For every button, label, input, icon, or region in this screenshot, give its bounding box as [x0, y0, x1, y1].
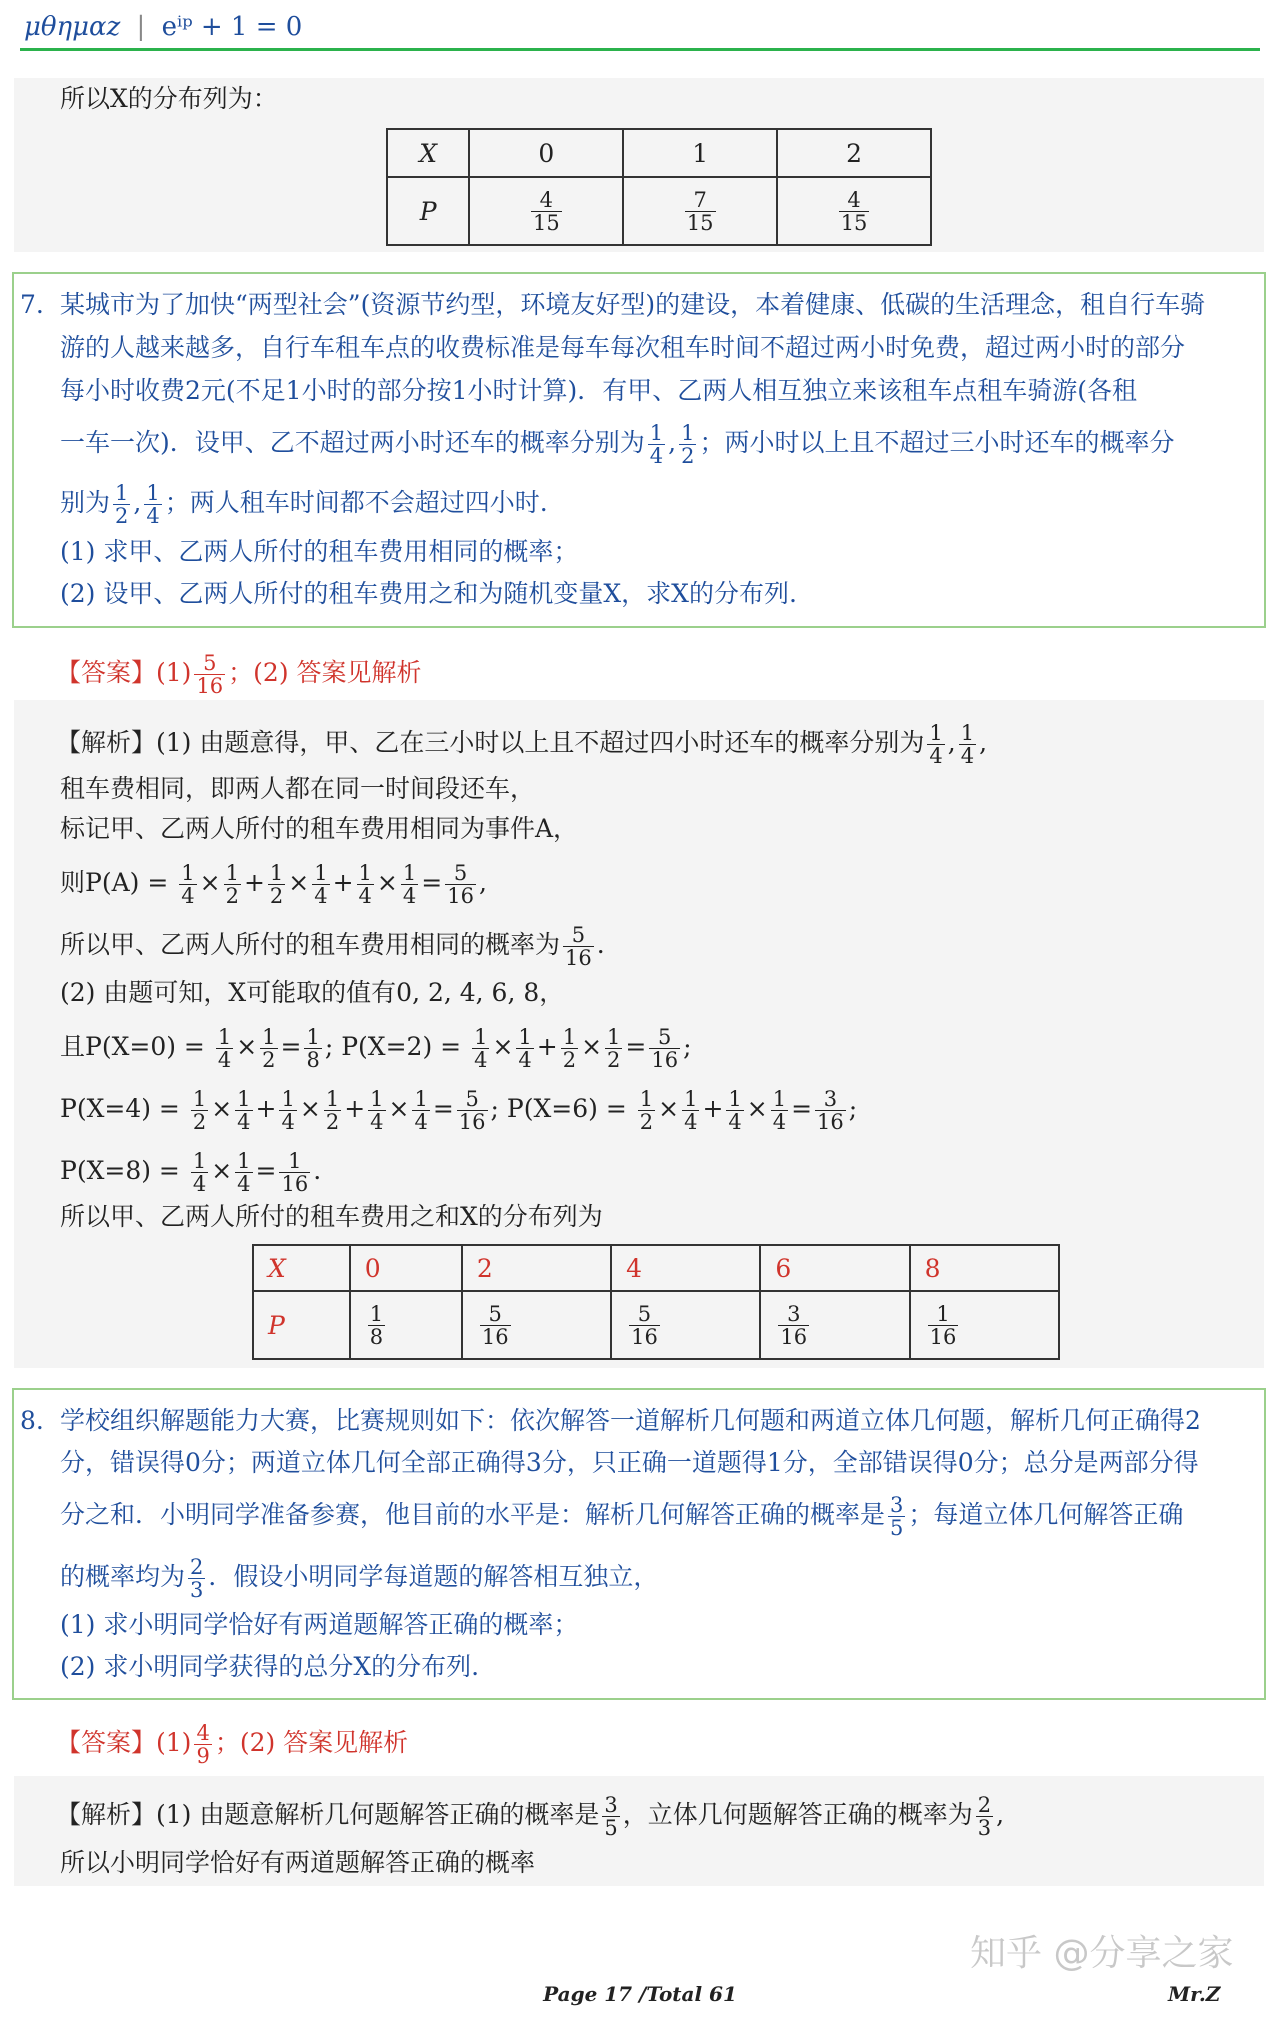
question-7-line: 某城市为了加快“两型社会”(资源节约型，环境友好型)的建设，本着健康、低碳的生活理念，租自行车骑 [60, 290, 1206, 319]
table-cell: $\frac{4}{15}$ [777, 177, 931, 245]
table-cell: $\frac{3}{16}$ [760, 1291, 909, 1359]
solution-8-line: 【解析】(1) 由题意解析几何题解答正确的概率是 $\frac{3}{5}$ ，立体几何题解答正确的概率为 $\frac{2}{3}$ , [56, 1793, 1005, 1840]
solution-7-line: 所以甲、乙两人所付的租车费用之和X的分布列为 [60, 1202, 603, 1231]
question-7-sub2: (2) 设甲、乙两人所付的租车费用之和为随机变量X，求X的分布列. [60, 579, 797, 608]
solution-7-line: (2) 由题可知，X可能取的值有0, 2, 4, 6, 8， [60, 978, 565, 1007]
solution-7-distribution-table [252, 1244, 1060, 1360]
table-cell: 6 [760, 1245, 909, 1291]
solution-7-line: 则P(A) = $\frac{1}{4}$ × $\frac{1}{2}$ + $\frac{1}{2}$ × $\frac{1}{4}$ + $\frac{1}{4}$ × $\frac{1}{4}$ = $\frac{5}{16}$ , [60, 861, 487, 908]
table-cell: $\frac{7}{15}$ [623, 177, 777, 245]
question-7-line: 游的人越来越多，自行车租车点的收费标准是每车每次租车时间不超过两小时免费，超过两小时的部分 [60, 333, 1186, 362]
question-8-line: 的概率均为 $\frac{2}{3}$ ．假设小明同学每道题的解答相互独立， [60, 1555, 659, 1602]
table-cell: 8 [910, 1245, 1059, 1291]
question-8-line: 分，错误得0分；两道立体几何全部正确得3分，只正确一道题得1分，全部错误得0分；总分是两部分得 [60, 1448, 1199, 1477]
question-7-sub1: (1) 求甲、乙两人所付的租车费用相同的概率； [60, 537, 579, 566]
solution-8-line: 所以小明同学恰好有两道题解答正确的概率 [60, 1848, 536, 1877]
table-cell: P [253, 1291, 350, 1359]
header-rule [20, 48, 1260, 51]
prev-distribution-table [386, 128, 932, 246]
table-cell: 2 [777, 129, 931, 177]
table-cell: X [253, 1245, 350, 1291]
table-cell: 2 [462, 1245, 611, 1291]
table-cell: $\frac{1}{8}$ [350, 1291, 462, 1359]
header-title [24, 12, 302, 42]
question-7-number: 7. [20, 290, 44, 319]
table-cell: 1 [623, 129, 777, 177]
table-cell: P [387, 177, 469, 245]
solution-7-line: 所以甲、乙两人所付的租车费用相同的概率为 $\frac{5}{16}$ . [60, 923, 605, 970]
question-8-number: 8. [20, 1406, 44, 1435]
question-7-line: 一车一次)．设甲、乙不超过两小时还车的概率分别为 $\frac{1}{4}$ , $\frac{1}{2}$ ；两小时以上且不超过三小时还车的概率分 [60, 421, 1175, 468]
question-7-line: 别为 $\frac{1}{2}$ , $\frac{1}{4}$ ；两人租车时间都不会超过四小时. [60, 481, 548, 528]
table-cell: $\frac{1}{16}$ [910, 1291, 1059, 1359]
page-number: Page 17 /Total 61 [543, 1982, 737, 2006]
solution-7-line: P(X=8) = $\frac{1}{4}$ × $\frac{1}{4}$ = $\frac{1}{16}$ . [60, 1149, 322, 1196]
solution-7-line: 【解析】(1) 由题意得，甲、乙在三小时以上且不超过四小时还车的概率分别为 $\frac{1}{4}$ , $\frac{1}{4}$ , [56, 721, 988, 768]
table-cell: 4 [611, 1245, 760, 1291]
watermark: 知乎 @分享之家 [970, 1933, 1234, 1974]
table-cell: 0 [350, 1245, 462, 1291]
header-formula: eⁱᵖ + 1 = 0 [161, 12, 303, 42]
question-8-sub1: (1) 求小明同学恰好有两道题解答正确的概率； [60, 1610, 579, 1639]
solution-7-line: P(X=4) = $\frac{1}{2}$ × $\frac{1}{4}$ + $\frac{1}{4}$ × $\frac{1}{2}$ + $\frac{1}{4}$ × $\frac{1}{4}$ = $\frac{5}{16}$ ; P(X=6) = $\frac{1}{2}$ × $\frac{1}{4}$ + $\frac{1}{4}$ × $\frac{1}{4}$ = $\frac{3}{16}$ ; [60, 1087, 858, 1134]
answer-8: 【答案】(1) $\frac{4}{9}$ ；(2) 答案见解析 [56, 1721, 409, 1768]
question-7-line: 每小时收费2元(不足1小时的部分按1小时计算)．有甲、乙两人相互独立来该租车点租车骑游(各租 [60, 376, 1137, 405]
question-8-line: 分之和．小明同学准备参赛，他目前的水平是：解析几何解答正确的概率是 $\frac{3}{5}$ ；每道立体几何解答正确 [60, 1493, 1184, 1540]
solution-7-line: 租车费相同，即两人都在同一时间段还车， [60, 774, 536, 803]
solution-7-line: 标记甲、乙两人所付的租车费用相同为事件A， [60, 814, 579, 843]
prev-intro-text: 所以X的分布列为： [60, 84, 278, 113]
header-separator: | [136, 12, 146, 42]
question-8-sub2: (2) 求小明同学获得的总分X的分布列. [60, 1652, 480, 1681]
table-cell: $\frac{5}{16}$ [611, 1291, 760, 1359]
table-cell: X [387, 129, 469, 177]
table-cell: $\frac{5}{16}$ [462, 1291, 611, 1359]
header-logo-text: μθημαz [24, 12, 121, 42]
solution-7-line: 且P(X=0) = $\frac{1}{4}$ × $\frac{1}{2}$ = $\frac{1}{8}$ ; P(X=2) = $\frac{1}{4}$ × $\frac{1}{4}$ + $\frac{1}{2}$ × $\frac{1}{2}$ = $\frac{5}{16}$ ; [60, 1025, 692, 1072]
table-cell: $\frac{4}{15}$ [469, 177, 623, 245]
footer-author: Mr.Z [1168, 1982, 1221, 2006]
table-cell: 0 [469, 129, 623, 177]
answer-7: 【答案】(1) $\frac{5}{16}$ ；(2) 答案见解析 [56, 651, 422, 698]
question-8-line: 学校组织解题能力大赛，比赛规则如下：依次解答一道解析几何题和两道立体几何题，解析几何正确得2 [60, 1406, 1201, 1435]
